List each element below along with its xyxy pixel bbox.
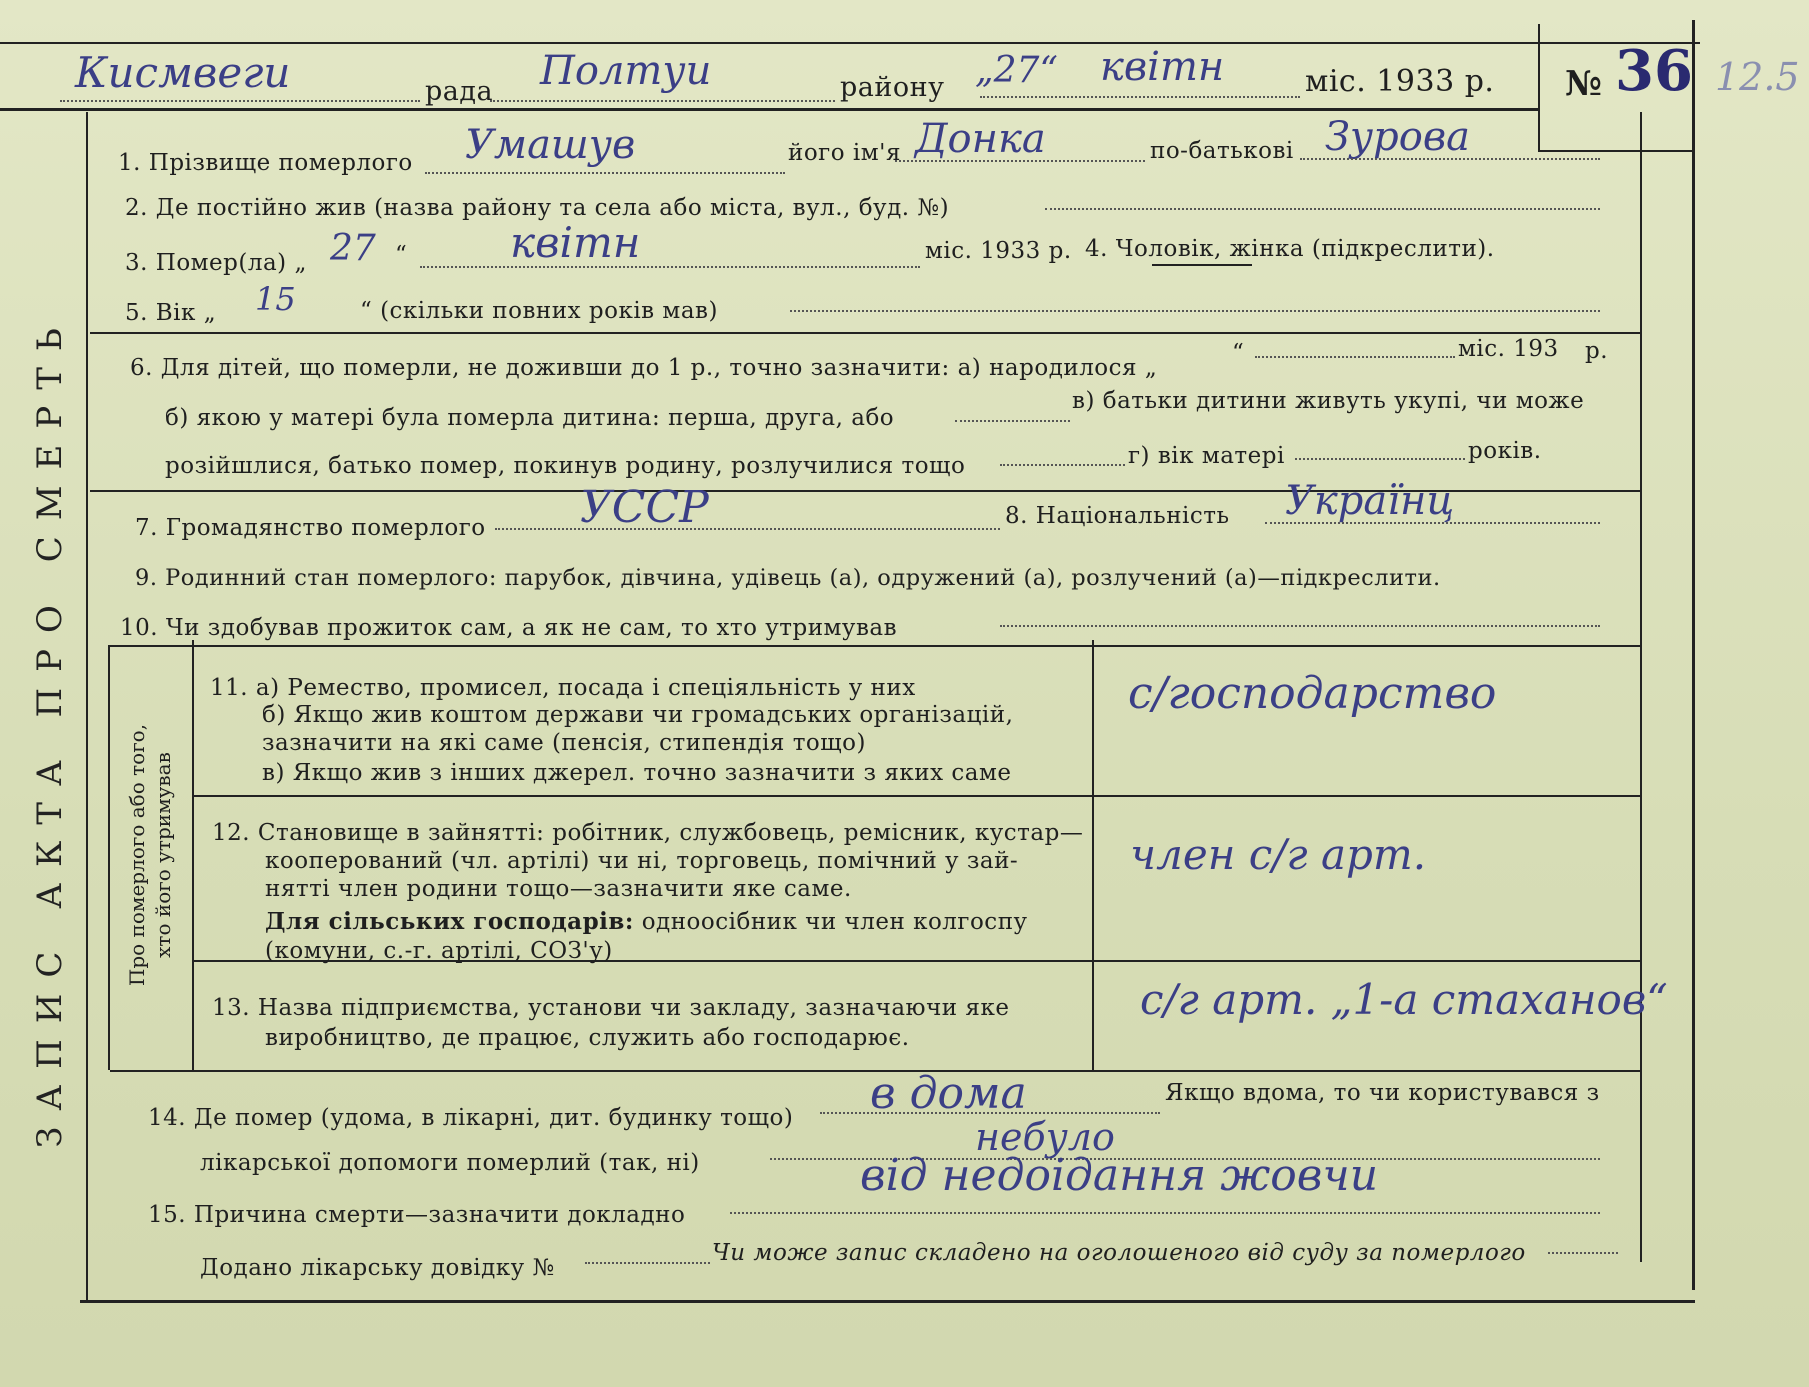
side-label-line1: Про померлого або того,: [125, 723, 149, 987]
field12-line4-bold: Для сільських господарів:: [265, 908, 634, 935]
field14-dots: [820, 1112, 1160, 1114]
field3-label: 3. Помер(ла) „: [125, 250, 307, 276]
field1-name-label: його ім'я: [788, 140, 901, 166]
field7-dots: [495, 528, 1000, 530]
field1-dots-1: [425, 172, 785, 174]
side-label-line2: хто його утримував: [151, 752, 175, 958]
vertical-title-text: ЗАПИС АКТА ПРО СМЕРТЬ: [30, 312, 70, 1148]
field12-line5: (комуни, с.-г. артілі, СОЗ'у): [265, 938, 613, 964]
field9-label: 9. Родинний стан померлого: парубок, дівчина, удівець (а), одружений (а), розлучений (а)—підкреслити.: [135, 565, 1441, 591]
field1-name: Донка: [915, 116, 1046, 162]
field3-mid: “: [395, 242, 408, 268]
field7-value: УССР: [580, 482, 709, 533]
field3-month: квітн: [510, 218, 641, 267]
header-date-day: „27“: [975, 50, 1058, 91]
village-name: Кисмвеги: [75, 48, 291, 97]
field1-label: 1. Прізвище померлого: [118, 150, 413, 176]
field2-dots: [1045, 208, 1600, 210]
field8-value: Українц: [1285, 478, 1455, 524]
field13-line1: 13. Назва підприємства, установи чи закладу, зазначаючи яке: [212, 995, 1010, 1021]
field6-v: в) батьки дитини живуть укупі, чи може: [1072, 388, 1585, 414]
frame-right: [1692, 20, 1695, 1290]
field13-value: с/г арт. „1-а стаханов“: [1140, 975, 1668, 1024]
number-box-left: [1538, 24, 1540, 152]
header-date-month: квітн: [1100, 44, 1225, 90]
field10-label: 10. Чи здобував прожиток сам, а як не сам, то хто утримував: [120, 615, 898, 641]
margin-note: 12.5: [1715, 55, 1800, 99]
rada-label: рада: [425, 76, 494, 107]
field16-tail: Чи може запис складено на оголошеного від суду за померлого: [712, 1240, 1526, 1266]
field6-a-tail: “: [1232, 340, 1245, 366]
number-box-bottom: [1538, 150, 1694, 152]
field12-value: член с/г арт.: [1130, 830, 1427, 879]
field15-value: від недоідання жовчи: [860, 1150, 1379, 1201]
field14-line2-value: небуло: [975, 1115, 1115, 1159]
field15-dots: [730, 1212, 1600, 1214]
divider-5-6: [90, 332, 1640, 334]
field5-dots: [790, 310, 1600, 312]
field14-line2: лікарської допомоги померлий (так, ні): [200, 1150, 700, 1176]
field15-label: 15. Причина смерти—зазначити докладно: [148, 1202, 686, 1228]
frame-bottom: [80, 1300, 1695, 1303]
field2-label: 2. Де постійно жив (назва району та села або міста, вул., буд. №): [125, 195, 950, 221]
field6-a: 6. Для дітей, що померли, не доживши до 1 р., точно зазначити: а) народилося „: [130, 355, 1158, 381]
field6-b-dots: [955, 420, 1070, 422]
field16-label: Додано лікарську довідку №: [200, 1255, 555, 1281]
field3-dots: [420, 266, 920, 268]
field6-b: б) якою у матері була померла дитина: перша, друга, або: [165, 405, 895, 431]
header-date-label: міс. 1933 р.: [1305, 64, 1495, 99]
field12-line2: кооперований (чл. артілі) чи ні, торговець, помічний у зай-: [265, 848, 1019, 874]
side-col-right: [192, 640, 194, 1070]
field5-age: 15: [255, 280, 296, 318]
form-right-inner: [1640, 112, 1642, 1262]
field4-label: 4. Чоловік, жінка (підкреслити).: [1085, 236, 1495, 262]
district-name: Полтуи: [540, 48, 712, 94]
divider-10-11: [110, 645, 1640, 647]
field11-line2: б) Якщо жив коштом держави чи громадських організацій,: [262, 702, 1014, 728]
field5-tail: “ (скільки повних років мав): [360, 298, 718, 324]
field11-line4: в) Якщо жив з інших джерел. точно зазначити з яких саме: [262, 760, 1012, 786]
field6-c: розійшлися, батько помер, покинув родину, розлучилися тощо: [165, 453, 966, 479]
field12-line1: 12. Становище в зайнятті: робітник, службовець, ремісник, кустар—: [212, 820, 1084, 846]
field3-day: 27: [330, 228, 376, 269]
field7-label: 7. Громадянство померлого: [135, 515, 486, 541]
field6-a-year: р.: [1585, 338, 1609, 364]
field6-g: г) вік матері: [1128, 443, 1285, 469]
field1-patronymic: Зурова: [1325, 114, 1470, 160]
field12-line4: [265, 908, 1028, 935]
field11-line3: зазначити на які саме (пенсія, стипендія тощо): [262, 730, 866, 756]
header-dots-2: [490, 100, 835, 102]
field14-tail: Якщо вдома, то чи користувався з: [1165, 1080, 1600, 1106]
field11-line1: 11. а) Ремество, промисел, посада і спеціяльність у них: [210, 675, 916, 701]
value-col: [1092, 640, 1094, 1070]
district-label: району: [840, 72, 945, 103]
field6-g-dots: [1295, 458, 1465, 460]
header-dots-3: [980, 96, 1300, 98]
field11-value: с/господарство: [1128, 668, 1497, 719]
field14-value: в дома: [870, 1068, 1027, 1119]
field12-line3: нятті член родини тощо—зазначити яке саме.: [265, 876, 852, 902]
side-label: [112, 660, 188, 1050]
vertical-title: [28, 300, 72, 1160]
field6-a-month: міс. 193: [1458, 336, 1559, 362]
divider-11-12: [192, 795, 1640, 797]
frame-top: [0, 42, 1700, 44]
field16-dots: [585, 1262, 710, 1264]
header-underline: [0, 108, 1540, 111]
field6-a-dots: [1255, 356, 1455, 358]
header-dots-1: [60, 100, 420, 102]
frame-left-inner: [86, 112, 88, 1302]
field8-dots: [1265, 522, 1600, 524]
field8-label: 8. Національність: [1005, 503, 1230, 529]
field4-underline-male: [1152, 264, 1252, 266]
number-value: 36: [1615, 38, 1693, 104]
field1-surname: Умашув: [465, 122, 636, 168]
field13-line2: виробництво, де працює, служить або господарює.: [265, 1025, 910, 1051]
field5-label: 5. Вік „: [125, 300, 217, 326]
field1-dots-3: [1300, 158, 1600, 160]
side-col-left: [108, 645, 110, 1070]
field6-c-dots: [1000, 464, 1125, 466]
field1-patronymic-label: по-батькові: [1150, 138, 1294, 164]
field16-tail-dots: [1548, 1252, 1618, 1254]
field3-tail: міс. 1933 р.: [925, 238, 1072, 264]
field12-line4-rest: одноосібник чи член колгоспу: [641, 909, 1028, 935]
field1-dots-2: [895, 160, 1145, 162]
field6-g-tail: років.: [1468, 438, 1542, 464]
field10-dots: [1000, 625, 1600, 627]
field14-label: 14. Де помер (удома, в лікарні, дит. будинку тощо): [148, 1105, 794, 1131]
number-label: №: [1565, 64, 1602, 104]
